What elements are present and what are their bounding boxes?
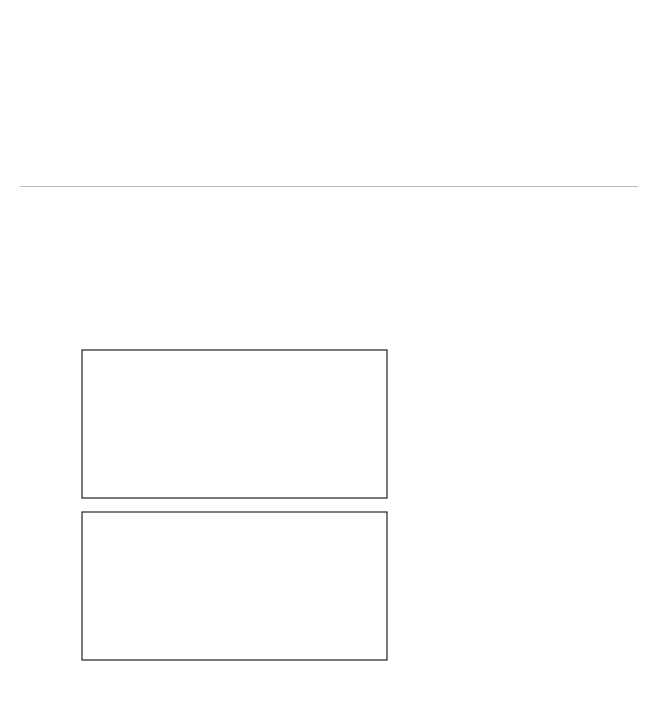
bottom-panel-frame [82, 512, 387, 660]
figure-5-6-5 [0, 338, 400, 678]
top-panel-frame [82, 350, 387, 498]
divider [20, 186, 638, 187]
